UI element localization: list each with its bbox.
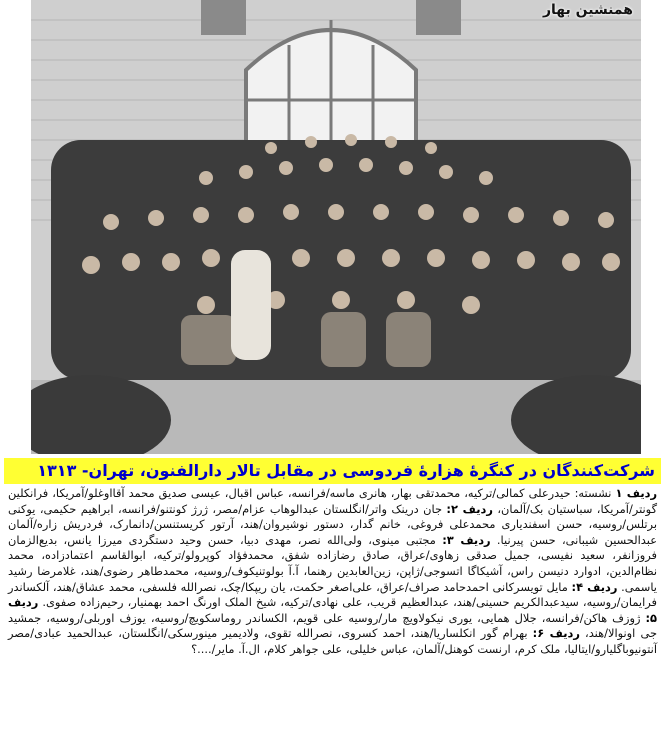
watermark: همنشین بهار [542, 2, 633, 18]
row-4-text: مایل تویسرکانی احمدحامد صراف/عراق، علی‌اصغر حکمت، یان ریپکا/چک، نصرالله فلسفی، محمد عشاق/هند، آلکساندر فرایمان/روسیه، سیدعبدالکریم حسینی/هند، عبدالعظیم قریب، علی نهادی/ترکیه، شیخ الملک اورنگ احمد بهمنیار، رحیم‌زاده صفوی. [8, 579, 657, 610]
row-5-text: ژوزف هاکن/فرانسه، جلال همایی، یوری نیکولاویچ مار/روسیه علی قویم، الکساندر روماسکویچ/روسیه، یوزف اوربلی/روسیه، جمشید جی اونوالا/هند، [8, 610, 657, 641]
caption-body [4, 486, 661, 738]
row-1-text: نشسته: حیدرعلی کمالی/ترکیه، محمدتقی بهار، هانری ماسه/فرانسه، عباس اقبال، عیسی صدیق محمد آقااوغلو/آمریکا، فرانکلین گونتر/آمریکا، سباستیان بک/آلمان، [8, 486, 657, 516]
row-4-label: ردیف ۴: [571, 579, 618, 594]
group-photo [31, 0, 641, 454]
row-6-text: بهرام گور انکلساریا/هند، احمد کسروی، نصرالله تقوی، ولادیمیر مینورسکی/انگلستان، عبدالحمید عبادی/مصر آنتونیوباگلیارو/ایتالیا، ملک کرم، ارنست کوهنل/آلمان، عباس خلیلی، علی جواهر کلام، ال.آ. مایر/....؟ [8, 626, 657, 656]
row-6-label: ردیف ۶: [532, 626, 580, 641]
row-5-label: ردیف ۵: [8, 595, 657, 625]
row-3-label: ردیف ۳: [442, 532, 491, 547]
row-2-text: جان درینک واتر/انگلستان عبدالوهاب عزام/مصر، ژرژ کونتنو/فرانسه، ابراهیم حکیمی، یوکنی برتلس/روسیه، حسن اسفندیاری محمدعلی فروغی، خانم گدار، دستور نوشیروان/هند، آرتور کریستنسن/دانمارک، فردریش زاره/آلمان عبدالحسین شیبانی، حسن پیرنیا. [8, 501, 657, 547]
caption-title: شرکت‌کنندگان در کنگرهٔ هزارهٔ فردوسی در مقابل تالار دارالفنون، تهران- ۱۳۱۳ [4, 458, 661, 484]
row-1-label: ردیف ۱ [615, 486, 658, 500]
row-2-label: ردیف ۲: [446, 501, 493, 516]
row-3-text: مجتبی مینوی، ولی‌الله نصر، مهدی دبیا، حسن وحید دستگردی میرزا یانس، بدیع‌الزمان فروزانفر، سعید نفیسی، جمیل صدقی زهاوی/عراق، صادق رضازاده شفق، محمدفؤاد کوپرولو/ترکیه، ابوالقاسم اعتمادزاده، محمد نظام‌الدین، ادوارد دنیسن راس، آشیکاگا اتسوجی/ژاپن، زین‌العابدین رهنما، آ.آ بولوتنیکوف/روسیه، محمدطاهر رضوی/هند، غلامرضا رشید یاسمی. [8, 532, 657, 594]
group-photo-illustration [31, 0, 641, 454]
